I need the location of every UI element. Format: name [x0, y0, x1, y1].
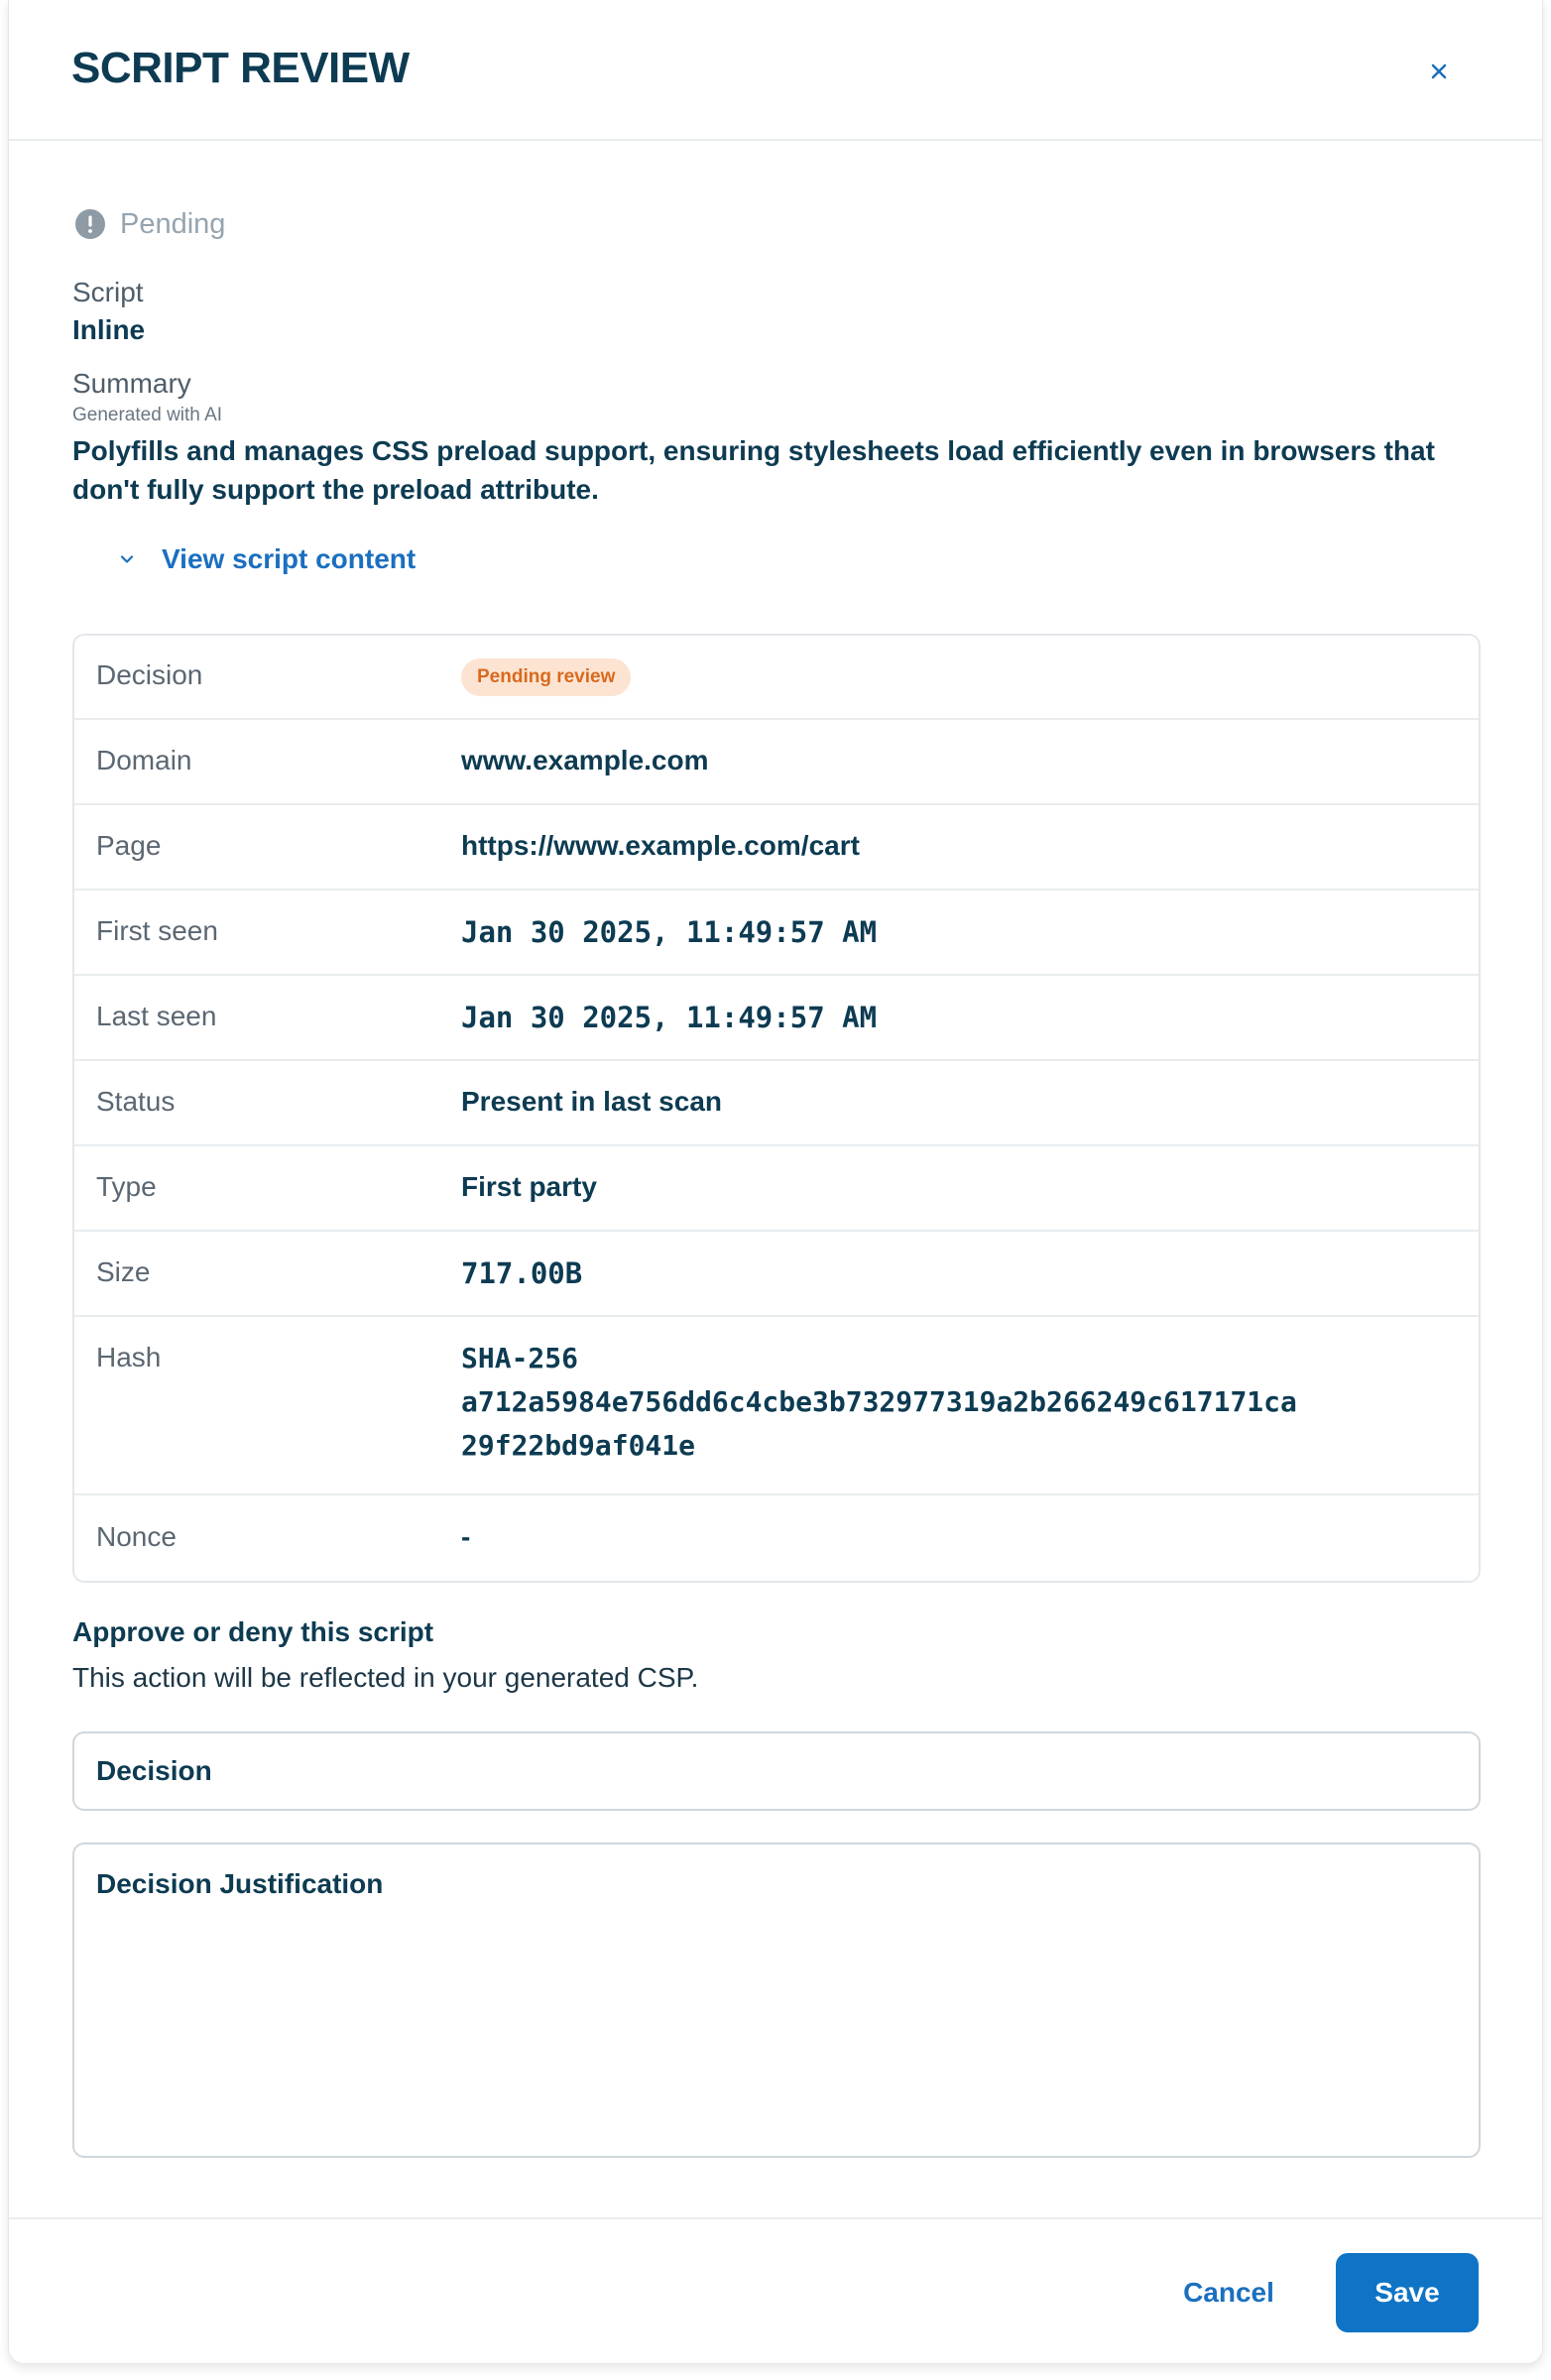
hash-line-1: a712a5984e756dd6c4cbe3b732977319a2b266249c617171ca — [461, 1385, 1297, 1418]
detail-key: Domain — [96, 745, 192, 775]
script-value: Inline — [72, 314, 146, 345]
details-table — [72, 634, 1481, 1583]
detail-row-first-seen — [74, 891, 1479, 976]
hash-algorithm: SHA-256 — [461, 1342, 579, 1374]
exclamation-circle-icon — [74, 208, 106, 240]
detail-value: - — [461, 1521, 471, 1552]
script-label: Script — [72, 277, 144, 307]
status-badge: Pending review — [461, 658, 631, 696]
view-script-content-toggle[interactable] — [118, 543, 416, 575]
page-title: SCRIPT REVIEW — [71, 44, 410, 92]
detail-value: First party — [461, 1171, 597, 1202]
detail-key: Decision — [96, 659, 203, 690]
detail-value: Present in last scan — [461, 1086, 723, 1117]
approve-title: Approve or deny this script — [72, 1616, 434, 1647]
decision-select[interactable]: Decision — [72, 1731, 1481, 1811]
close-icon — [1419, 52, 1459, 91]
detail-value: www.example.com — [461, 745, 709, 775]
detail-value: https://www.example.com/cart — [461, 830, 860, 861]
justification-label: Decision Justification — [96, 1868, 384, 1899]
hash-line-2: 29f22bd9af041e — [461, 1429, 696, 1462]
detail-key: First seen — [96, 915, 218, 946]
detail-row-size — [74, 1232, 1479, 1317]
detail-value: Jan 30 2025, 11:49:57 AM — [461, 915, 878, 949]
save-button[interactable]: Save — [1336, 2253, 1479, 2332]
detail-value: 717.00B — [461, 1256, 583, 1290]
panel-header — [9, 0, 1542, 141]
detail-key: Page — [96, 830, 162, 861]
detail-key: Type — [96, 1171, 157, 1202]
detail-value-hash — [461, 1337, 1453, 1468]
detail-row-last-seen — [74, 976, 1479, 1061]
cancel-button[interactable]: Cancel — [1149, 2253, 1308, 2332]
detail-key: Last seen — [96, 1001, 217, 1031]
detail-key: Size — [96, 1256, 151, 1287]
detail-row-decision — [74, 636, 1479, 720]
detail-row-domain — [74, 720, 1479, 805]
detail-key: Status — [96, 1086, 176, 1117]
detail-row-nonce — [74, 1495, 1479, 1583]
detail-row-type — [74, 1146, 1479, 1232]
status-indicator — [74, 206, 225, 242]
summary-text: Polyfills and manages CSS preload support, ensuring stylesheets load efficiently even in browsers that don't fully support the preload attribute. — [72, 435, 1435, 505]
detail-key: Nonce — [96, 1521, 177, 1552]
detail-value: Jan 30 2025, 11:49:57 AM — [461, 1001, 878, 1034]
status-text: Pending — [120, 207, 226, 240]
decision-justification-textarea[interactable] — [72, 1843, 1481, 2158]
close-button[interactable] — [1419, 52, 1459, 91]
detail-row-page — [74, 805, 1479, 891]
panel-footer — [9, 2217, 1542, 2364]
summary-label: Summary — [72, 368, 191, 399]
chevron-down-icon — [118, 550, 136, 568]
detail-row-status — [74, 1061, 1479, 1146]
view-script-content-label: View script content — [162, 543, 417, 574]
detail-row-hash — [74, 1317, 1479, 1495]
approve-description: This action will be reflected in your generated CSP. — [72, 1662, 699, 1693]
detail-key: Hash — [96, 1342, 162, 1372]
script-review-panel — [8, 0, 1543, 2364]
ai-generated-note: Generated with AI — [72, 405, 223, 425]
